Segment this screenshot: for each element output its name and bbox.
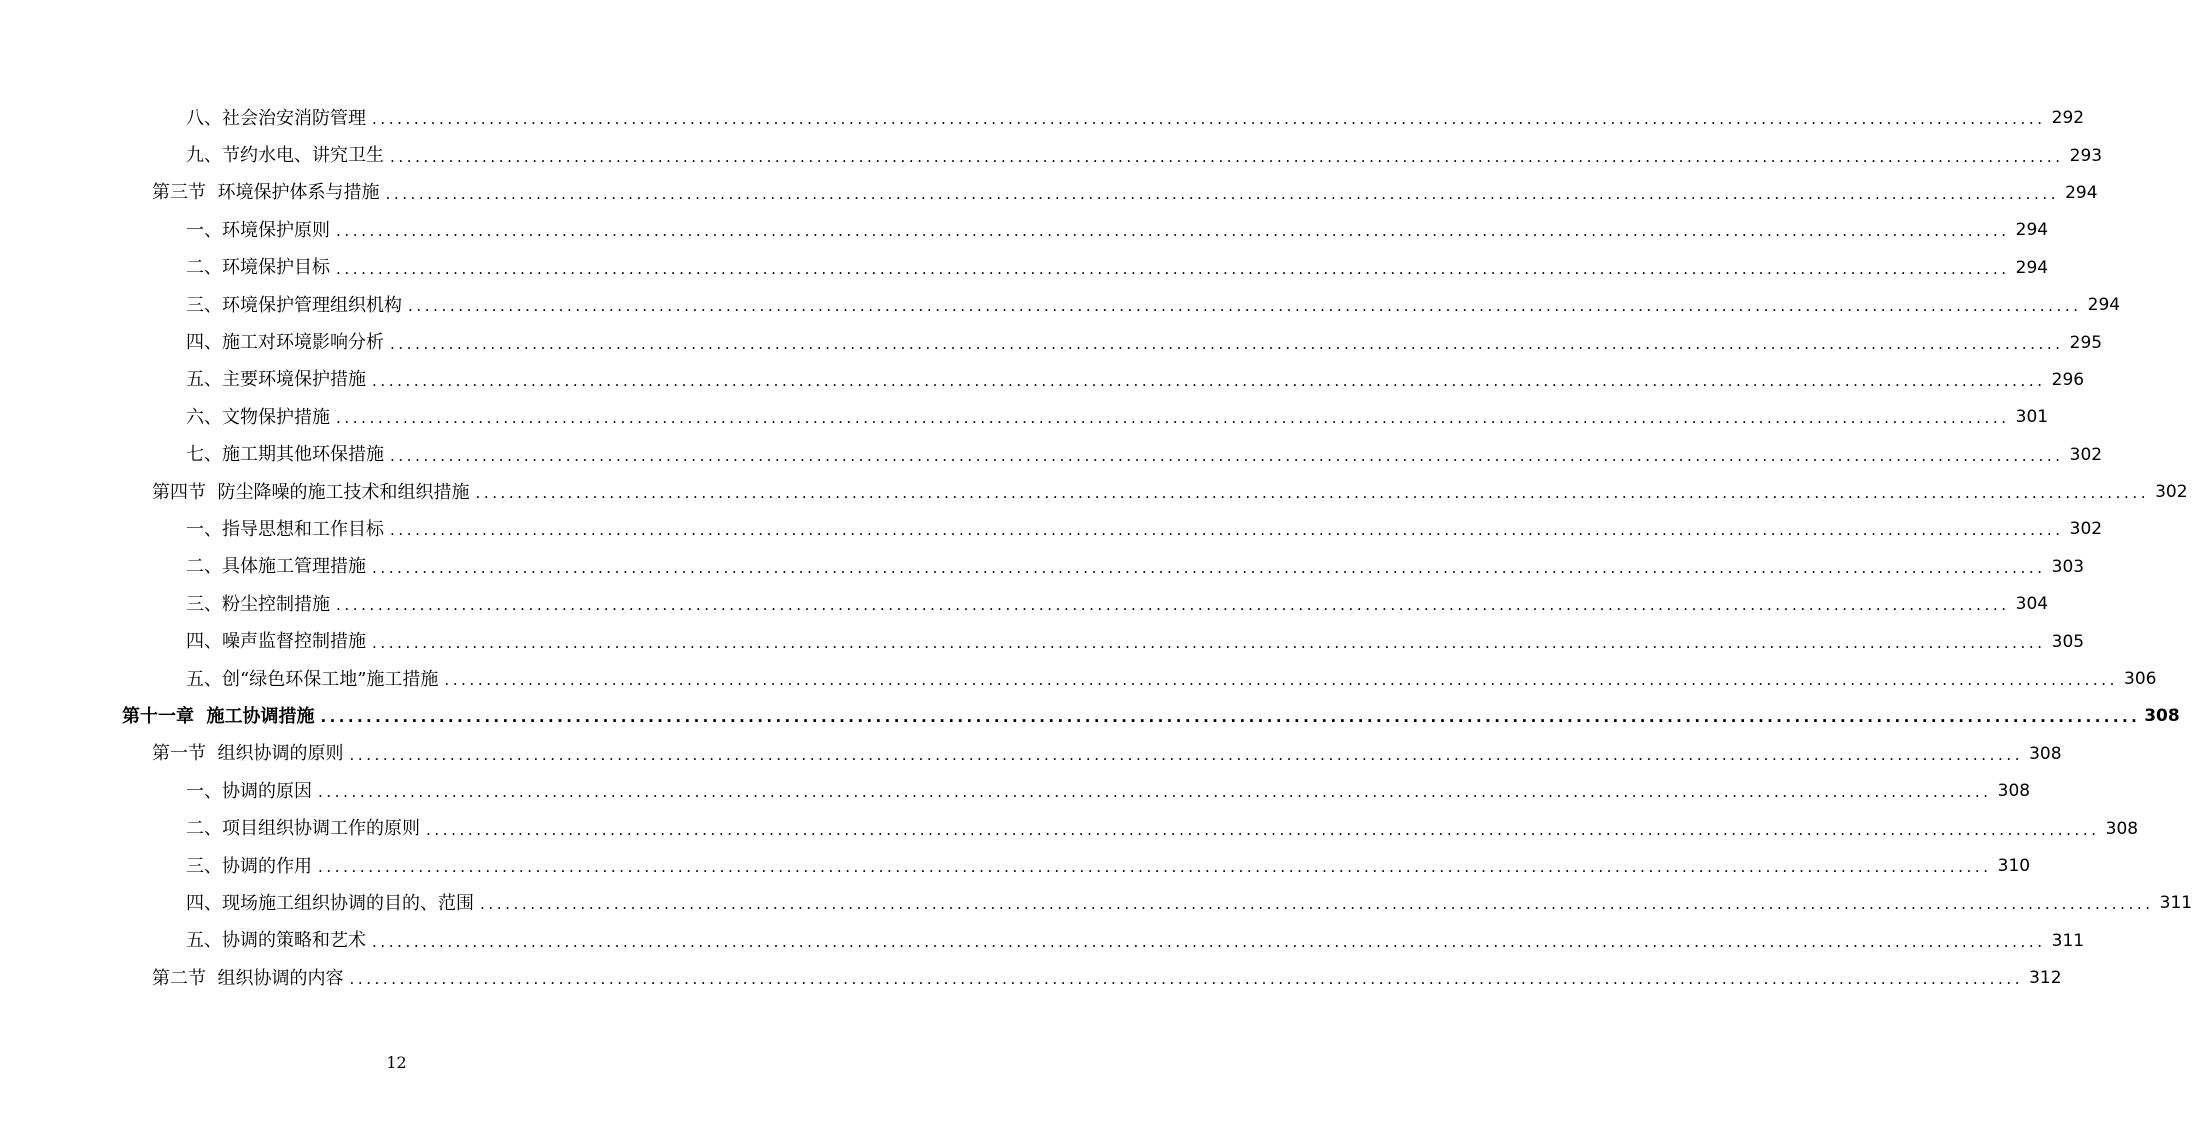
toc-entry-page: 302 [2069, 444, 2103, 465]
toc-entry-page: 295 [2069, 332, 2103, 353]
toc-entry[interactable] [186, 810, 2139, 847]
toc-leader-dots: ........................................................................................................................................................................................................ [372, 633, 2046, 652]
toc-entry-page: 306 [2124, 669, 2157, 690]
toc-entry-page: 294 [2065, 182, 2098, 203]
toc-entry-page: 303 [2051, 556, 2085, 577]
toc-entry-title: 七、施工期其他环保措施 [186, 444, 384, 466]
toc-leader-dots: ........................................................................................................................................................................................................ [372, 932, 2046, 951]
toc-entry-title: 三、环境保护管理组织机构 [186, 294, 402, 316]
toc-leader-dots: ........................................................................................................................................................................................................ [372, 371, 2046, 390]
toc-entry-page: 312 [2029, 968, 2062, 989]
toc-entry-page: 305 [2051, 631, 2085, 652]
toc-entry[interactable] [186, 137, 2103, 174]
toc-entry-title: 五、创“绿色环保工地”施工措施 [186, 668, 439, 690]
toc-entry-page: 308 [2105, 818, 2139, 839]
toc-leader-dots: ........................................................................................................................................................................................................ [426, 820, 2100, 839]
toc-leader-dots: ........................................................................................................................................................................................................ [480, 895, 2154, 914]
toc-entry[interactable] [186, 885, 2192, 922]
toc-leader-dots: ........................................................................................................................................................................................................ [385, 184, 2060, 203]
toc-leader-dots: ........................................................................................................................................................................................................ [390, 521, 2064, 540]
toc-entry-page: 308 [2029, 743, 2062, 764]
toc-entry-page: 304 [2015, 594, 2049, 615]
toc-entry-title: 一、协调的原因 [186, 780, 312, 802]
toc-entry-title: 二、项目组织协调工作的原则 [186, 818, 420, 840]
table-of-contents [0, 100, 2192, 997]
toc-entry[interactable] [186, 287, 2121, 324]
toc-entry-page: 311 [2051, 930, 2085, 951]
toc-entry[interactable] [186, 437, 2103, 474]
toc-entry[interactable] [186, 362, 2085, 399]
toc-entry-title: 二、环境保护目标 [186, 257, 330, 279]
toc-entry[interactable] [152, 175, 2098, 212]
toc-list [0, 100, 2192, 997]
toc-entry[interactable] [186, 848, 2031, 885]
toc-leader-dots: ........................................................................................................................................................................................................ [444, 671, 2119, 690]
toc-entry[interactable] [186, 623, 2085, 660]
toc-leader-dots: ........................................................................................................................................................................................................ [372, 110, 2046, 129]
toc-entry[interactable] [186, 549, 2085, 586]
toc-entry-title: 三、粉尘控制措施 [186, 593, 330, 615]
toc-entry-page: 294 [2015, 220, 2049, 241]
toc-entry-title: 一、指导思想和工作目标 [186, 518, 384, 540]
toc-entry-title: 五、主要环境保护措施 [186, 369, 366, 391]
toc-leader-dots: ........................................................................................................................................................................................................ [318, 858, 1992, 876]
toc-entry-title: 第三节 环境保护体系与措施 [152, 182, 380, 204]
toc-entry-title: 一、环境保护原则 [186, 219, 330, 241]
toc-leader-dots: ........................................................................................................................................................................................................ [475, 484, 2150, 503]
toc-entry[interactable] [186, 773, 2031, 810]
toc-leader-dots: ........................................................................................................................................................................................................ [318, 783, 1992, 802]
toc-leader-dots: ........................................................................................................................................................................................................ [336, 596, 2010, 615]
toc-leader-dots: ........................................................................................................................................................................................................ [336, 222, 2010, 241]
toc-entry-title: 第二节 组织协调的内容 [152, 967, 344, 989]
toc-leader-dots: ........................................................................................................................................................................................................ [408, 297, 2082, 316]
toc-entry-page: 308 [1997, 781, 2031, 802]
toc-entry[interactable] [152, 736, 2062, 773]
toc-leader-dots: ........................................................................................................................................................................................................ [372, 558, 2046, 577]
toc-leader-dots: ........................................................................................................................................................................................................ [349, 970, 2024, 989]
page-number: 12 [386, 1053, 407, 1072]
toc-entry[interactable] [186, 399, 2049, 436]
toc-entry[interactable] [186, 100, 2085, 137]
toc-entry[interactable] [152, 474, 2188, 511]
toc-leader-dots: ........................................................................................................................................................................................................ [390, 334, 2064, 353]
toc-entry-page: 296 [2051, 369, 2085, 390]
toc-entry-page: 294 [2015, 257, 2049, 278]
toc-entry[interactable] [186, 324, 2103, 361]
toc-entry[interactable] [186, 250, 2049, 287]
toc-leader-dots: ........................................................................................................................................................................................................ [390, 446, 2064, 465]
toc-entry-page: 310 [1997, 856, 2031, 876]
toc-entry-title: 第四节 防尘降噪的施工技术和组织措施 [152, 481, 470, 503]
toc-entry-title: 九、节约水电、讲究卫生 [186, 145, 384, 167]
toc-entry-title: 六、文物保护措施 [186, 406, 330, 428]
toc-entry-title: 八、社会治安消防管理 [186, 107, 366, 129]
toc-entry-page: 292 [2051, 108, 2085, 129]
toc-entry[interactable] [186, 661, 2157, 698]
toc-entry[interactable] [122, 698, 2180, 735]
toc-entry-title: 三、协调的作用 [186, 855, 312, 877]
toc-entry-title: 四、施工对环境影响分析 [186, 332, 384, 354]
toc-leader-dots: ........................................................................................................................................................................................................ [320, 708, 2141, 727]
toc-entry-title: 四、现场施工组织协调的目的、范围 [186, 892, 474, 914]
toc-entry-page: 302 [2155, 482, 2188, 503]
toc-entry[interactable] [186, 923, 2085, 960]
toc-entry-title: 二、具体施工管理措施 [186, 556, 366, 578]
toc-leader-dots: ........................................................................................................................................................................................................ [336, 409, 2010, 428]
toc-entry-title: 第一节 组织协调的原则 [152, 743, 344, 765]
toc-entry-page: 302 [2069, 519, 2103, 540]
toc-entry[interactable] [186, 586, 2049, 623]
toc-entry[interactable] [186, 511, 2103, 548]
toc-leader-dots: ........................................................................................................................................................................................................ [390, 147, 2064, 166]
toc-entry[interactable] [152, 960, 2062, 997]
toc-entry-page: 301 [2015, 407, 2049, 428]
toc-entry[interactable] [186, 212, 2049, 249]
toc-leader-dots: ........................................................................................................................................................................................................ [349, 745, 2024, 764]
toc-entry-page: 293 [2069, 145, 2103, 166]
toc-entry-page: 311 [2159, 893, 2192, 914]
toc-entry-title: 五、协调的策略和艺术 [186, 930, 366, 952]
toc-entry-page: 308 [2144, 706, 2180, 727]
toc-entry-title: 四、噪声监督控制措施 [186, 631, 366, 653]
toc-entry-title: 第十一章 施工协调措施 [122, 705, 315, 727]
toc-entry-page: 294 [2087, 295, 2121, 316]
toc-leader-dots: ........................................................................................................................................................................................................ [336, 259, 2010, 278]
